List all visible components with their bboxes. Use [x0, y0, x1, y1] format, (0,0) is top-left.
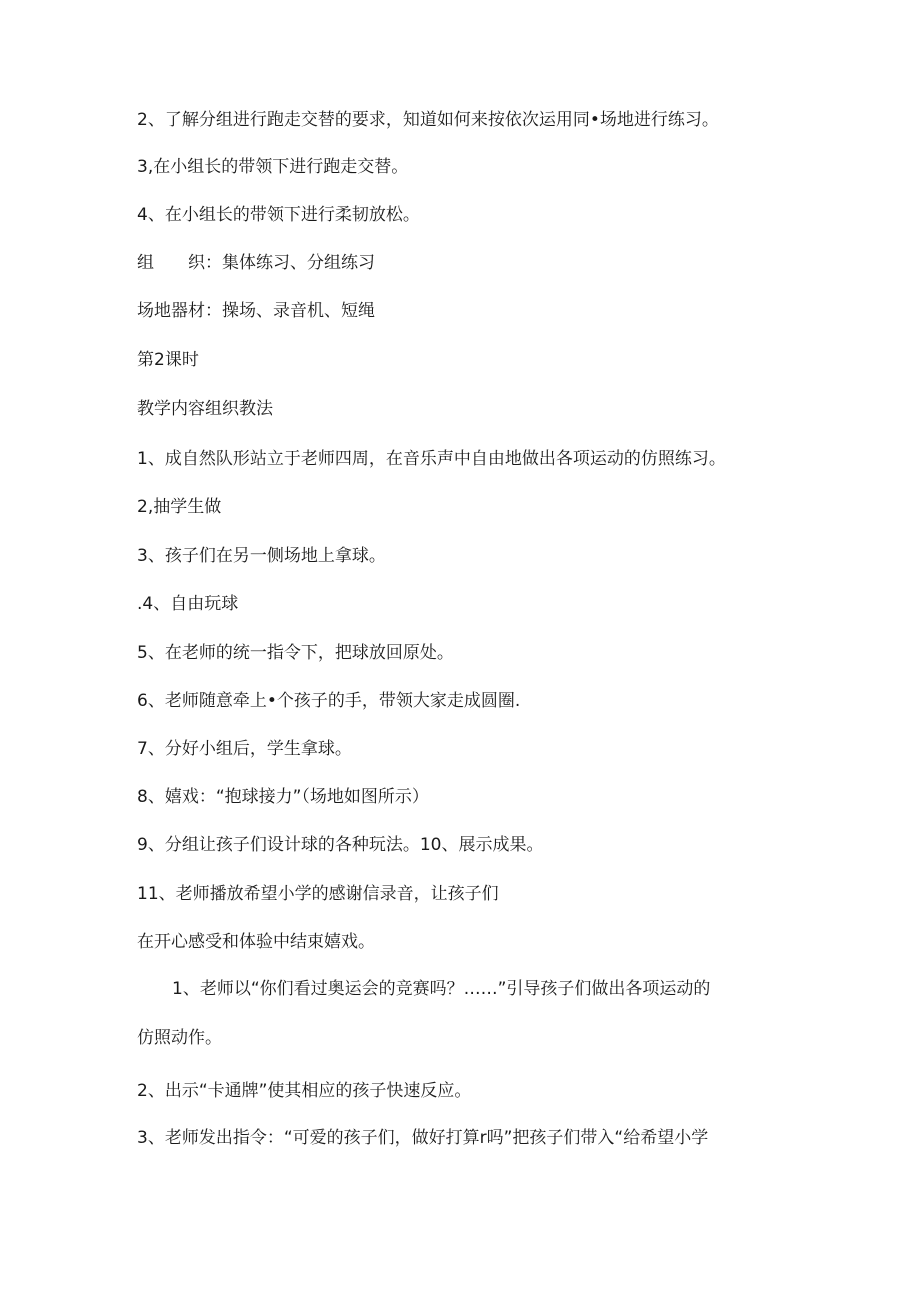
text-line: 2,抽学生做: [137, 497, 222, 517]
text-line: 9、分组让孩子们设计球的各种玩法。10、展示成果。: [137, 835, 544, 855]
text-line: 2、了解分组进行跑走交替的要求，知道如何来按依次运用同•场地进行练习。: [137, 110, 719, 130]
text-line: 教学内容组织教法: [137, 399, 273, 419]
text-line: 7、分好小组后，学生拿球。: [137, 739, 352, 759]
text-line: 8、嬉戏：“抱球接力”（场地如图所示）: [137, 787, 429, 807]
text-line: 4、在小组长的带领下进行柔韧放松。: [137, 205, 420, 225]
text-line: .4、自由玩球: [137, 594, 239, 614]
text-line: 组 织：集体练习、分组练习: [137, 253, 375, 273]
text-line: 1、老师以“你们看过奥运会的竞赛吗？……”引导孩子们做出各项运动的: [172, 979, 711, 999]
text-line: 11、老师播放希望小学的感谢信录音，让孩子们: [137, 884, 499, 904]
text-line: 仿照动作。: [137, 1028, 222, 1048]
text-line: 6、老师随意牵上•个孩子的手，带领大家走成圆圈.: [137, 691, 521, 711]
text-line: 3,在小组长的带领下进行跑走交替。: [137, 157, 409, 177]
text-line: 第2课时: [137, 350, 199, 370]
text-line: 3、孩子们在另一侧场地上拿球。: [137, 546, 386, 566]
text-line: 3、老师发出指令：“可爱的孩子们，做好打算r吗”把孩子们带入“给希望小学: [137, 1128, 709, 1148]
text-line: 1、成自然队形站立于老师四周，在音乐声中自由地做出各项运动的仿照练习。: [137, 449, 726, 469]
text-line: 5、在老师的统一指令下，把球放回原处。: [137, 643, 454, 663]
text-line: 2、出示“卡通牌”使其相应的孩子快速反应。: [137, 1081, 472, 1101]
text-line: 场地器材：操场、录音机、短绳: [137, 301, 375, 321]
text-line: 在开心感受和体验中结束嬉戏。: [137, 932, 375, 952]
